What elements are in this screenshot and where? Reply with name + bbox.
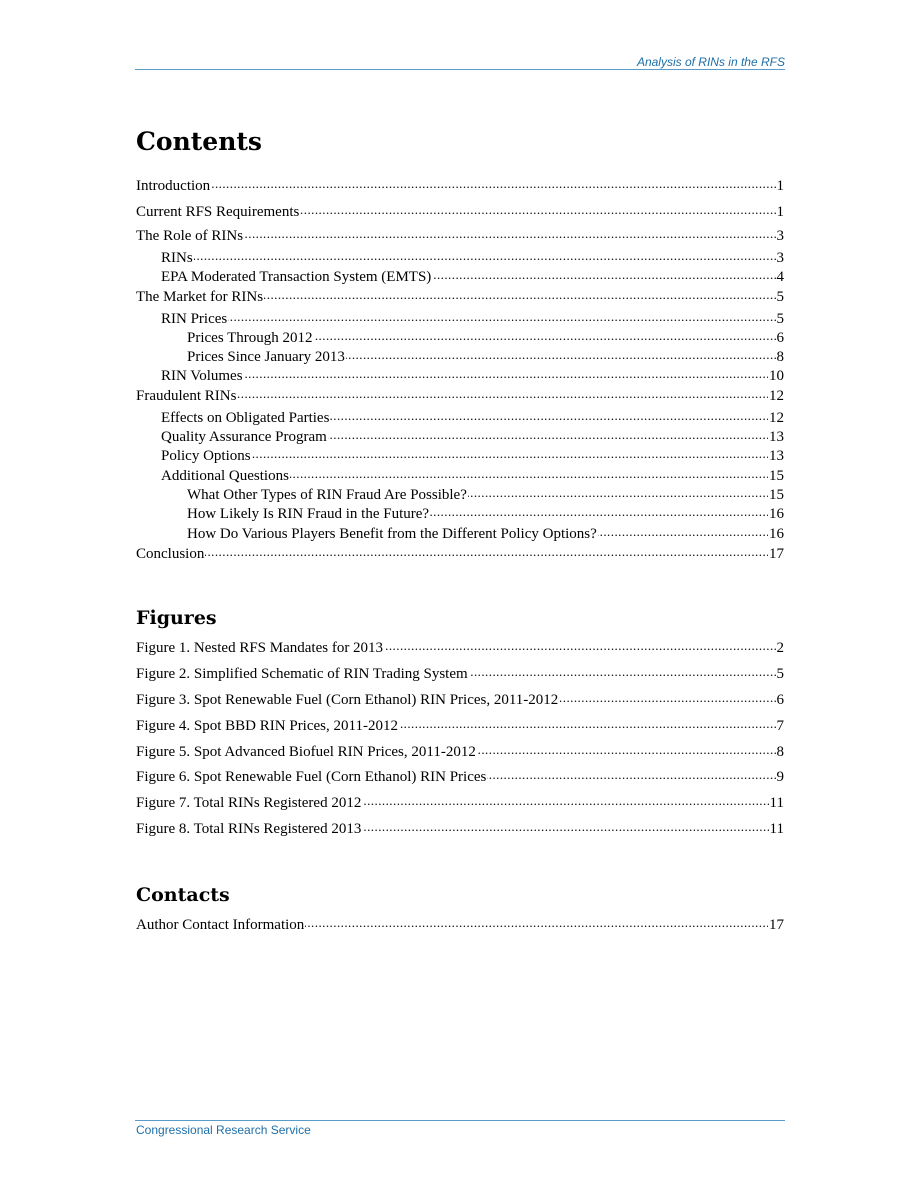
toc-entry[interactable]: [136, 286, 784, 308]
dot-leader: [228, 308, 775, 323]
toc-entry[interactable]: [136, 266, 784, 285]
entry-page-number: 8: [776, 743, 784, 760]
entry-page-number: 10: [769, 368, 784, 385]
entry-label: Additional Questions: [161, 467, 289, 484]
toc-page-body: [136, 120, 784, 939]
dot-leader: [290, 465, 768, 480]
entry-label: Prices Through 2012: [187, 329, 313, 346]
figure-entry[interactable]: [136, 817, 784, 843]
figure-entry[interactable]: [136, 740, 784, 766]
toc-entry[interactable]: [136, 542, 784, 568]
dot-leader: [237, 385, 768, 400]
header-divider: [135, 69, 785, 70]
dot-leader: [487, 766, 775, 781]
dot-leader: [314, 327, 776, 342]
entry-label: Author Contact Information: [136, 916, 305, 933]
entry-label: Policy Options: [161, 448, 251, 465]
entry-page-number: 12: [769, 409, 784, 426]
entry-page-number: 3: [776, 250, 784, 266]
entry-page-number: 3: [776, 228, 784, 244]
dot-leader: [244, 225, 775, 240]
toc-entry[interactable]: [136, 484, 784, 503]
figures-heading: Figures: [136, 607, 217, 630]
running-header-title: Analysis of RINs in the RFS: [636, 55, 785, 69]
entry-page-number: 5: [776, 288, 784, 305]
dot-leader: [194, 247, 776, 262]
toc-entry[interactable]: [136, 225, 784, 247]
entry-page-number: 5: [776, 666, 784, 683]
dot-leader: [559, 689, 775, 704]
entry-label: Quality Assurance Program: [161, 429, 327, 446]
entry-label: What Other Types of RIN Fraud Are Possible?: [187, 486, 467, 503]
dot-leader: [468, 484, 768, 499]
entry-page-number: 2: [776, 640, 784, 657]
dot-leader: [328, 426, 768, 441]
figure-entry[interactable]: [136, 791, 784, 817]
toc-entry[interactable]: [136, 407, 784, 426]
entry-page-number: 15: [769, 486, 784, 503]
contacts-list: [136, 913, 784, 939]
dot-leader: [330, 407, 768, 422]
entry-label: EPA Moderated Transaction System (EMTS): [161, 269, 432, 286]
toc-entry[interactable]: [136, 200, 784, 226]
dot-leader: [598, 523, 768, 538]
entry-label: RIN Prices: [161, 310, 228, 327]
entry-page-number: 16: [769, 506, 784, 523]
dot-leader: [362, 818, 768, 833]
entry-page-number: 5: [776, 310, 784, 327]
figure-entry[interactable]: [136, 636, 784, 662]
entry-page-number: 12: [769, 387, 784, 404]
toc-entry[interactable]: [136, 308, 784, 327]
entry-page-number: 1: [776, 203, 784, 220]
entry-label: Effects on Obligated Parties: [161, 409, 330, 426]
toc-entry[interactable]: [136, 503, 784, 522]
dot-leader: [362, 792, 768, 807]
dot-leader: [205, 543, 768, 558]
toc-entry[interactable]: [136, 523, 784, 542]
entry-label: Figure 8. Total RINs Registered 2013: [136, 820, 362, 837]
footer-organization: Congressional Research Service: [136, 1123, 311, 1137]
entry-label: Figure 1. Nested RFS Mandates for 2013: [136, 640, 384, 657]
entry-page-number: 17: [769, 545, 784, 562]
toc-entry[interactable]: [136, 174, 784, 200]
entry-page-number: 8: [776, 349, 784, 366]
entry-page-number: 6: [776, 329, 784, 346]
entry-label: Introduction: [136, 178, 211, 194]
dot-leader: [244, 365, 768, 380]
entry-page-number: 17: [769, 916, 784, 933]
toc-entry[interactable]: [136, 445, 784, 464]
dot-leader: [469, 663, 776, 678]
entry-page-number: 7: [776, 717, 784, 734]
entry-page-number: 6: [776, 691, 784, 708]
dot-leader: [399, 715, 776, 730]
entry-label: Figure 2. Simplified Schematic of RIN Trading System: [136, 666, 468, 683]
toc-entry[interactable]: [136, 327, 784, 346]
entry-label: RINs: [161, 250, 193, 266]
contact-entry[interactable]: [136, 913, 784, 939]
figure-entry[interactable]: [136, 765, 784, 791]
entry-label: Figure 5. Spot Advanced Biofuel RIN Prices, 2011-2012: [136, 743, 476, 760]
contents-list: [136, 174, 784, 567]
entry-label: The Market for RINs: [136, 288, 264, 305]
entry-page-number: 4: [776, 269, 784, 286]
entry-label: Figure 3. Spot Renewable Fuel (Corn Ethanol) RIN Prices, 2011-2012: [136, 691, 559, 708]
toc-entry[interactable]: [136, 465, 784, 484]
figure-entry[interactable]: [136, 714, 784, 740]
toc-entry[interactable]: [136, 426, 784, 445]
contacts-heading: Contacts: [136, 883, 230, 906]
entry-label: How Do Various Players Benefit from the Different Policy Options?: [187, 525, 597, 542]
entry-label: How Likely Is RIN Fraud in the Future?: [187, 506, 430, 523]
entry-label: RIN Volumes: [161, 368, 243, 385]
dot-leader: [430, 503, 768, 518]
dot-leader: [432, 266, 775, 281]
dot-leader: [305, 914, 768, 929]
figure-entry[interactable]: [136, 688, 784, 714]
entry-page-number: 16: [769, 525, 784, 542]
contents-heading: Contents: [136, 127, 263, 156]
footer-divider: [135, 1120, 785, 1121]
entry-page-number: 11: [769, 795, 784, 812]
entry-page-number: 9: [776, 769, 784, 786]
entry-page-number: 15: [769, 467, 784, 484]
figure-entry[interactable]: [136, 662, 784, 688]
entry-page-number: 13: [769, 448, 784, 465]
toc-entry[interactable]: [136, 346, 784, 365]
entry-label: Figure 7. Total RINs Registered 2012: [136, 795, 362, 812]
dot-leader: [300, 201, 775, 216]
entry-label: The Role of RINs: [136, 228, 244, 244]
dot-leader: [211, 175, 775, 190]
figures-list: [136, 636, 784, 842]
entry-label: Figure 4. Spot BBD RIN Prices, 2011-2012: [136, 717, 398, 734]
dot-leader: [384, 637, 775, 652]
dot-leader: [252, 445, 768, 460]
entry-page-number: 13: [769, 429, 784, 446]
entry-label: Conclusion: [136, 545, 205, 562]
toc-entry[interactable]: [136, 247, 784, 266]
toc-entry[interactable]: [136, 365, 784, 384]
dot-leader: [264, 286, 775, 301]
entry-label: Fraudulent RINs: [136, 387, 237, 404]
entry-label: Prices Since January 2013: [187, 349, 345, 366]
dot-leader: [346, 346, 776, 361]
entry-page-number: 1: [776, 178, 784, 194]
entry-label: Current RFS Requirements: [136, 203, 300, 220]
entry-page-number: 11: [769, 820, 784, 837]
entry-label: Figure 6. Spot Renewable Fuel (Corn Ethanol) RIN Prices: [136, 769, 487, 786]
dot-leader: [477, 741, 776, 756]
toc-entry[interactable]: [136, 385, 784, 407]
